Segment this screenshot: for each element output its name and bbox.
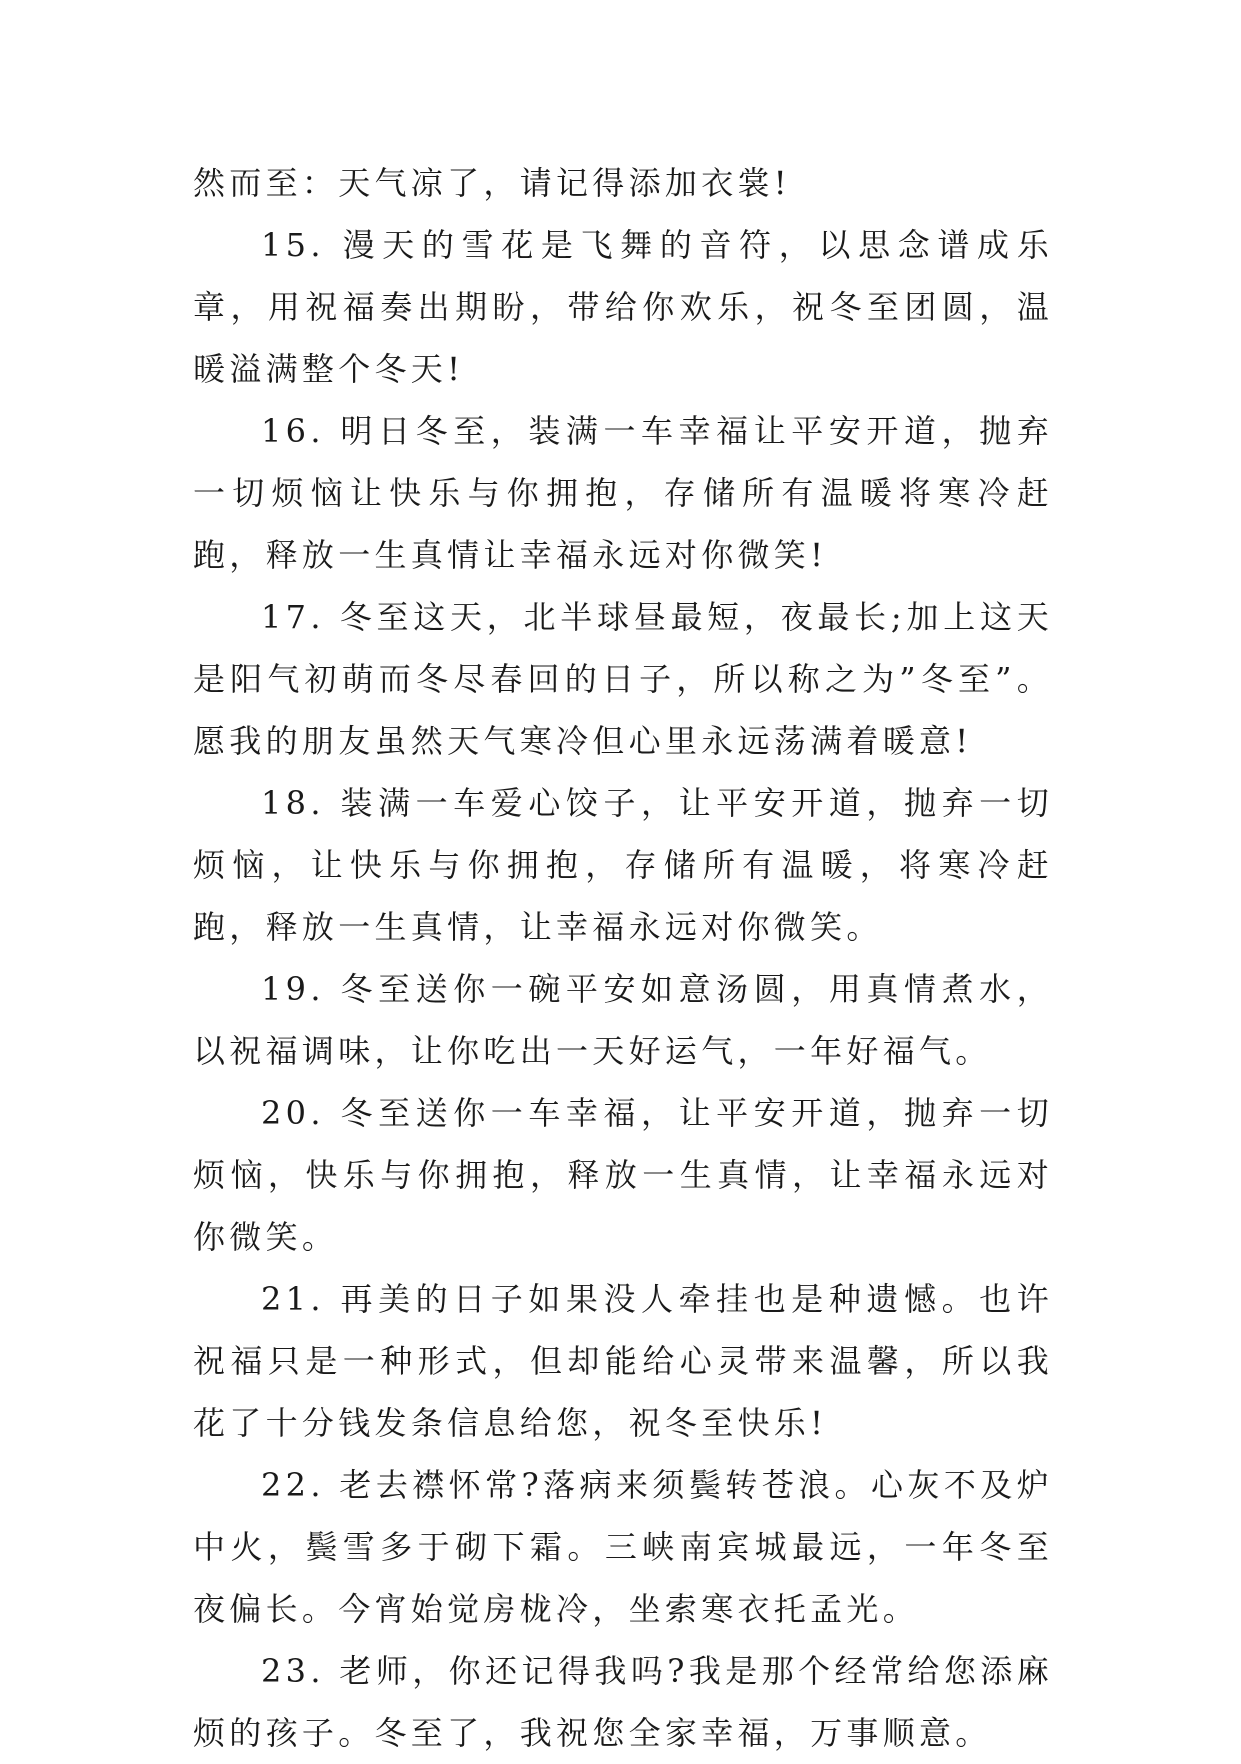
paragraph-item-19: 19. 冬至送你一碗平安如意汤圆，用真情煮水，以祝福调味，让你吃出一天好运气，一年好福气。 (193, 970, 1053, 1070)
paragraph-item-22: 22. 老去襟怀常?落病来须鬓转苍浪。心灰不及炉中火，鬓雪多于砌下霜。三峡南宾城最远，一年冬至夜偏长。今宵始觉房栊冷，坐索寒衣托孟光。 (193, 1466, 1053, 1628)
document-body (193, 152, 1053, 1764)
paragraph-item-20: 20. 冬至送你一车幸福，让平安开道，抛弃一切烦恼，快乐与你拥抱，释放一生真情，让幸福永远对你微笑。 (193, 1094, 1053, 1256)
paragraph-continuation: 然而至：天气凉了，请记得添加衣裳! (193, 164, 791, 202)
paragraph-item-15: 15. 漫天的雪花是飞舞的音符，以思念谱成乐章，用祝福奏出期盼，带给你欢乐，祝冬至团圆，温暖溢满整个冬天! (193, 226, 1053, 388)
paragraph-item-23: 23. 老师，你还记得我吗?我是那个经常给您添麻烦的孩子。冬至了，我祝您全家幸福，万事顺意。 (193, 1652, 1053, 1752)
paragraph-item-17: 17. 冬至这天，北半球昼最短，夜最长;加上这天是阳气初萌而冬尽春回的日子，所以称之为”冬至”。愿我的朋友虽然天气寒冷但心里永远荡满着暖意! (193, 598, 1053, 760)
paragraph-item-16: 16. 明日冬至，装满一车幸福让平安开道，抛弃一切烦恼让快乐与你拥抱，存储所有温暖将寒冷赶跑，释放一生真情让幸福永远对你微笑! (193, 412, 1053, 574)
paragraph-item-21: 21. 再美的日子如果没人牵挂也是种遗憾。也许祝福只是一种形式，但却能给心灵带来温馨，所以我花了十分钱发条信息给您，祝冬至快乐! (193, 1280, 1053, 1442)
paragraph-item-18: 18. 装满一车爱心饺子，让平安开道，抛弃一切烦恼，让快乐与你拥抱，存储所有温暖，将寒冷赶跑，释放一生真情，让幸福永远对你微笑。 (193, 784, 1053, 946)
